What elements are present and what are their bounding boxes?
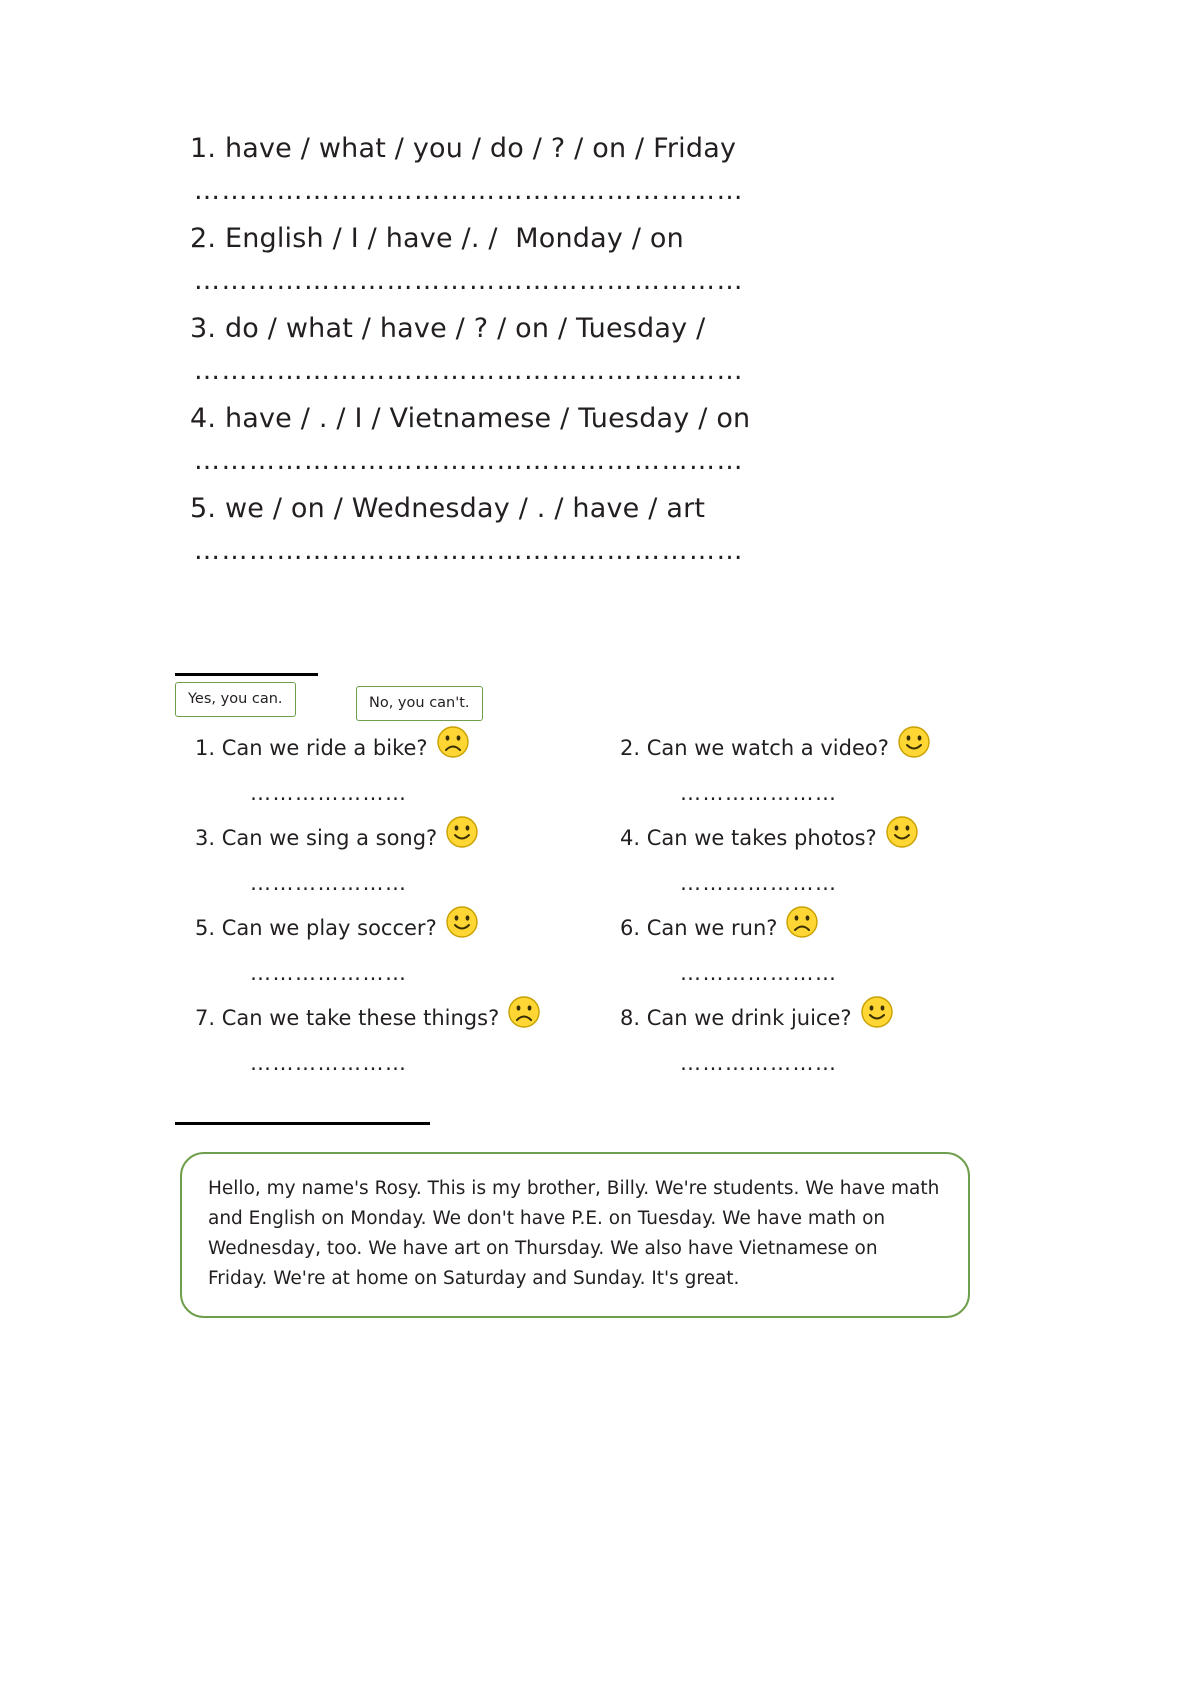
can-question-item — [175, 816, 590, 906]
answer-line[interactable]: ………………… — [250, 781, 408, 805]
word-order-sentence: 4. have / . / I / Vietnamese / Tuesday / on — [190, 403, 751, 434]
word-order-item — [190, 220, 1020, 304]
answer-line[interactable]: …………………………………………………… — [194, 266, 744, 296]
can-question-item — [590, 816, 1005, 906]
answer-line[interactable]: ………………… — [680, 781, 838, 805]
sad-face-icon — [436, 725, 470, 759]
answer-line[interactable]: ………………… — [680, 1051, 838, 1075]
answer-line[interactable]: ………………… — [680, 961, 838, 985]
can-question-item — [590, 726, 1005, 816]
can-question-text: 5. Can we play soccer? — [195, 916, 437, 940]
can-question-text: 4. Can we takes photos? — [620, 826, 877, 850]
can-question-text-wrap — [175, 816, 590, 860]
word-order-sentence: 1. have / what / you / do / ? / on / Friday — [190, 133, 737, 164]
can-question-item — [175, 906, 590, 996]
sad-face-icon — [785, 905, 819, 939]
answer-option-yes[interactable]: Yes, you can. — [175, 682, 296, 717]
word-order-item — [190, 400, 1020, 484]
answer-line[interactable]: ………………… — [250, 1051, 408, 1075]
answer-line[interactable]: ………………… — [680, 871, 838, 895]
word-order-sentence: 5. we / on / Wednesday / . / have / art — [190, 493, 706, 524]
can-question-text: 2. Can we watch a video? — [620, 736, 889, 760]
reading-paragraph-box — [180, 1152, 970, 1318]
section-divider-bottom — [175, 1122, 430, 1125]
word-order-sentence: 3. do / what / have / ? / on / Tuesday / — [190, 313, 706, 344]
answer-key-boxes — [175, 682, 675, 722]
can-question-item — [175, 726, 590, 816]
can-questions-section — [175, 726, 1005, 1086]
smiley-face-icon — [445, 815, 479, 849]
reading-paragraph-text: Hello, my name's Rosy. This is my brother, Billy. We're students. We have math and English on Monday. We don't have P.E. on Tuesday. We have math on Wednesday, too. We have art on Thursday. We also have Vietnamese on Friday. We're at home on Saturday and Sunday. It's great. — [208, 1178, 940, 1289]
word-order-item — [190, 130, 1020, 214]
can-question-item — [590, 906, 1005, 996]
can-question-text: 1. Can we ride a bike? — [195, 736, 428, 760]
word-order-section — [190, 130, 1020, 580]
answer-line[interactable]: …………………………………………………… — [194, 536, 744, 566]
can-questions-row — [175, 816, 1005, 906]
can-question-text: 8. Can we drink juice? — [620, 1006, 852, 1030]
can-questions-row — [175, 906, 1005, 996]
smiley-face-icon — [897, 725, 931, 759]
can-question-text-wrap — [590, 996, 1005, 1040]
sad-face-icon — [507, 995, 541, 1029]
answer-line[interactable]: ………………… — [250, 871, 408, 895]
answer-option-no[interactable]: No, you can't. — [356, 686, 483, 721]
can-question-text: 3. Can we sing a song? — [195, 826, 438, 850]
can-question-text: 6. Can we run? — [620, 916, 778, 940]
can-question-item — [590, 996, 1005, 1086]
can-questions-row — [175, 726, 1005, 816]
can-question-text-wrap — [175, 726, 590, 770]
can-question-text: 7. Can we take these things? — [195, 1006, 500, 1030]
can-question-item — [175, 996, 590, 1086]
can-question-text-wrap — [175, 906, 590, 950]
can-question-text-wrap — [590, 816, 1005, 860]
word-order-sentence: 2. English / I / have /. / Monday / on — [190, 223, 684, 254]
word-order-item — [190, 490, 1020, 574]
smiley-face-icon — [860, 995, 894, 1029]
answer-line[interactable]: …………………………………………………… — [194, 446, 744, 476]
can-questions-row — [175, 996, 1005, 1086]
can-question-text-wrap — [175, 996, 590, 1040]
can-question-text-wrap — [590, 726, 1005, 770]
answer-line[interactable]: …………………………………………………… — [194, 176, 744, 206]
can-question-text-wrap — [590, 906, 1005, 950]
smiley-face-icon — [445, 905, 479, 939]
answer-line[interactable]: …………………………………………………… — [194, 356, 744, 386]
smiley-face-icon — [885, 815, 919, 849]
answer-line[interactable]: ………………… — [250, 961, 408, 985]
section-divider-top — [175, 673, 318, 676]
word-order-item — [190, 310, 1020, 394]
